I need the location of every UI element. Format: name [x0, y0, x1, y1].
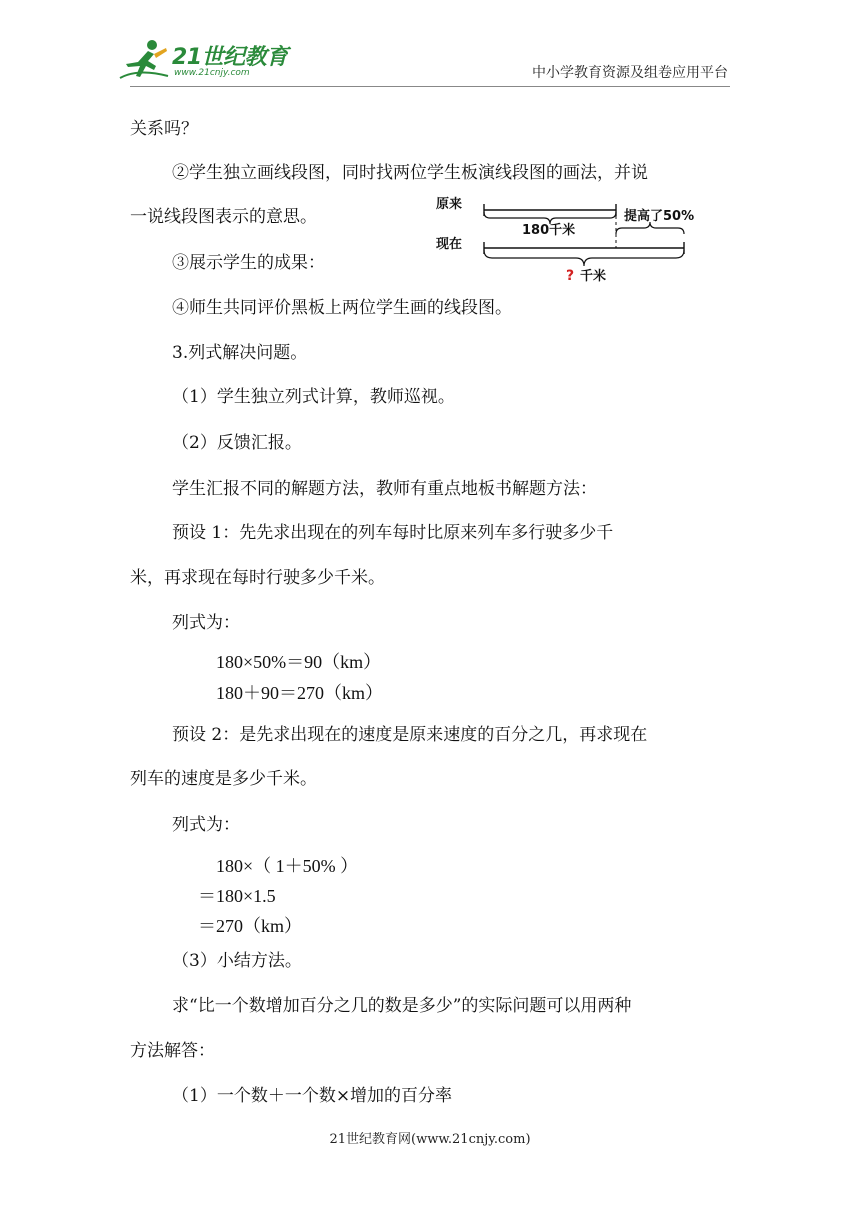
formula: ＝270（km）: [198, 916, 303, 936]
paragraph: 列式为：: [172, 613, 240, 633]
paragraph: （3）小结方法。: [172, 951, 302, 971]
platform-name: 中小学教育资源及组卷应用平台: [532, 65, 728, 81]
total-brace: [484, 250, 684, 266]
paragraph: 求“比一个数增加百分之几的数是多少”的实际问题可以用两种: [172, 996, 632, 1016]
logo-text: 21世纪教育: [172, 45, 288, 70]
unknown-unit: 千米: [580, 269, 607, 284]
paragraph: 一说线段图表示的意思。: [130, 207, 317, 227]
site-logo: [118, 38, 288, 84]
paragraph: 学生汇报不同的解题方法，教师有重点地板书解题方法：: [172, 479, 597, 499]
label-now: 现在: [436, 237, 463, 252]
paragraph: 列车的速度是多少千米。: [130, 769, 317, 789]
formula: 180＋90＝270（km）: [216, 683, 384, 703]
paragraph: （2）反馈汇报。: [172, 433, 302, 453]
increase-label: 提高了50%: [624, 209, 695, 224]
paragraph: ③展示学生的成果：: [172, 253, 325, 273]
page-footer: 21世纪教育网(www.21cnjy.com): [329, 1132, 531, 1147]
formula: 180×50%＝90（km）: [216, 652, 382, 672]
formula: ＝180×1.5: [198, 886, 276, 906]
paragraph: 米，再求现在每时行驶多少千米。: [130, 568, 385, 588]
paragraph: 预设 2：是先求出现在的速度是原来速度的百分之几，再求现在: [172, 725, 648, 745]
line-segment-diagram: [430, 190, 720, 290]
unknown-question-mark: ?: [566, 268, 575, 284]
paragraph: 预设 1：先先求出现在的列车每时比原来列车多行驶多少千: [172, 523, 614, 543]
paragraph: ②学生独立画线段图，同时找两位学生板演线段图的画法，并说: [172, 163, 648, 183]
paragraph: 列式为：: [172, 815, 240, 835]
runner-logo-icon: [118, 38, 170, 80]
formula: 180×（ 1＋50% ）: [216, 856, 359, 876]
paragraph: （1）学生独立列式计算，教师巡视。: [172, 387, 455, 407]
paragraph: ④师生共同评价黑板上两位学生画的线段图。: [172, 298, 512, 318]
paragraph: （1）一个数＋一个数×增加的百分率: [172, 1086, 453, 1106]
logo-url: www.21cnjy.com: [174, 68, 250, 78]
paragraph: 方法解答：: [130, 1041, 215, 1061]
paragraph: 关系吗？: [130, 119, 198, 139]
header-divider: [130, 86, 730, 87]
section-heading: 3.列式解决问题。: [172, 343, 308, 363]
label-original: 原来: [436, 197, 463, 212]
original-value-label: 180千米: [522, 223, 576, 238]
